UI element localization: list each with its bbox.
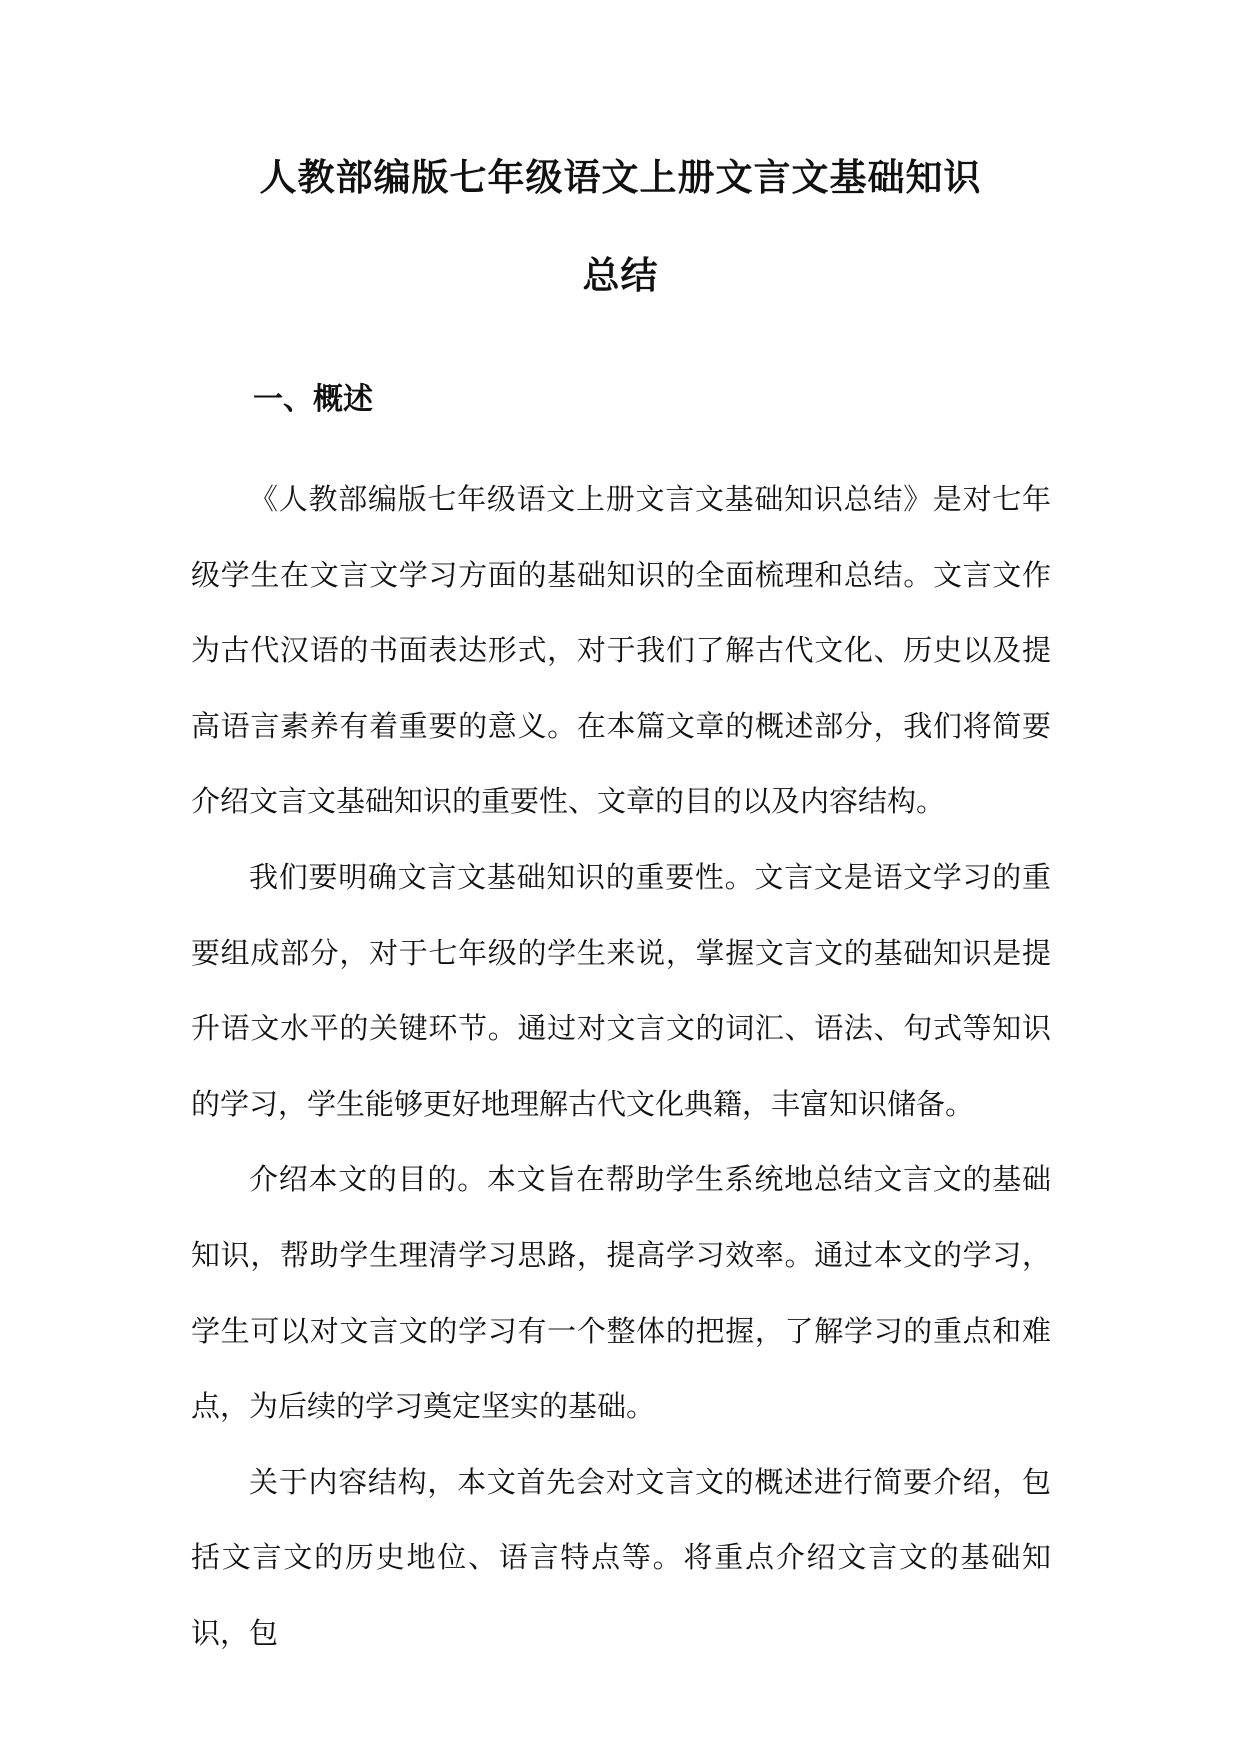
paragraph: 关于内容结构，本文首先会对文言文的概述进行简要介绍，包括文言文的历史地位、语言特点等。将重点介绍文言文的基础知识，包 <box>191 1464 1051 1650</box>
document-title-line-1: 人教部编版七年级语文上册文言文基础知识 <box>259 156 982 199</box>
document-title-line-2: 总结 <box>582 254 659 297</box>
body-text <box>191 462 1051 1672</box>
paragraph: 我们要明确文言文基础知识的重要性。文言文是语文学习的重要组成部分，对于七年级的学生来说，掌握文言文的基础知识是提升语文水平的关键环节。通过对文言文的词汇、语法、句式等知识的学习，学生能够更好地理解古代文化典籍，丰富知识储备。 <box>191 859 1051 1121</box>
paragraph: 介绍本文的目的。本文旨在帮助学生系统地总结文言文的基础知识，帮助学生理清学习思路，提高学习效率。通过本文的学习，学生可以对文言文的学习有一个整体的把握，了解学习的重点和难点，为后续的学习奠定坚实的基础。 <box>191 1162 1051 1424</box>
paragraph: 《人教部编版七年级语文上册文言文基础知识总结》是对七年级学生在文言文学习方面的基础知识的全面梳理和总结。文言文作为古代汉语的书面表达形式，对于我们了解古代文化、历史以及提高语言素养有着重要的意义。在本篇文章的概述部分，我们将简要介绍文言文基础知识的重要性、文章的目的以及内容结构。 <box>191 482 1051 819</box>
section-heading: 一、概述 <box>253 382 373 417</box>
